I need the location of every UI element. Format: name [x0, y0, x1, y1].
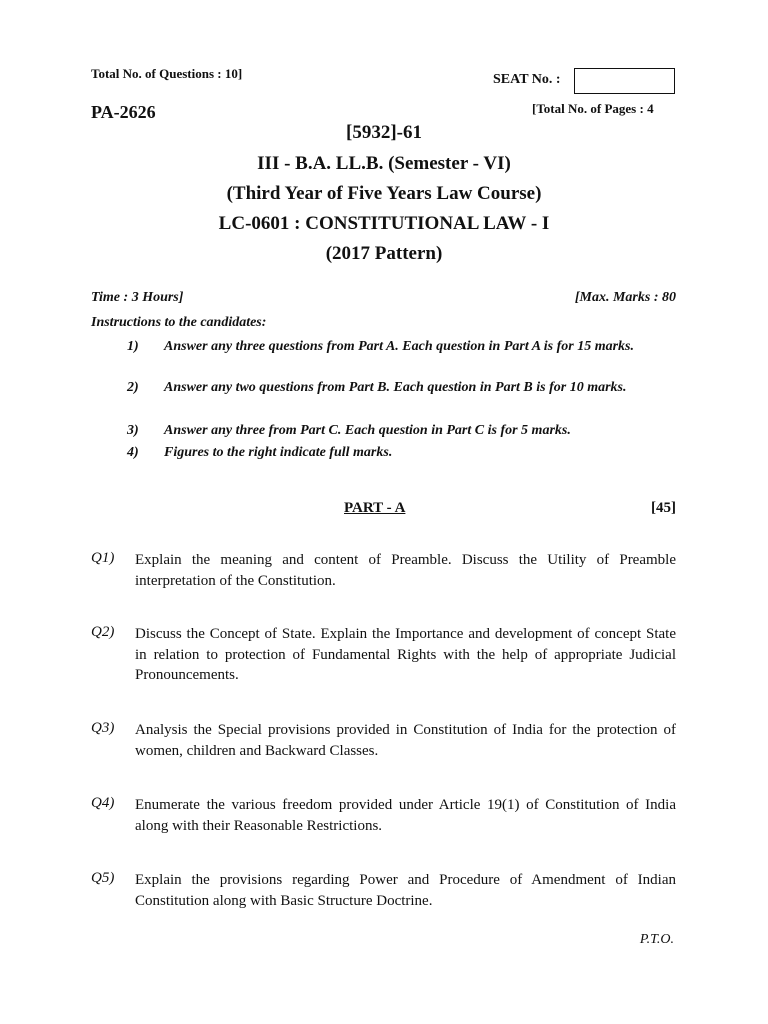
instruction-number: 1) [127, 339, 139, 354]
course-title: III - B.A. LL.B. (Semester - VI) [257, 153, 511, 174]
total-pages: [Total No. of Pages : 4 [532, 101, 654, 116]
instruction-number: 4) [127, 445, 139, 460]
instruction-number: 3) [127, 423, 139, 438]
question-text: Analysis the Special provisions provided in Constitution of India for the protection of women, children and Backward Classes. [135, 722, 676, 759]
max-marks: [Max. Marks : 80 [574, 290, 676, 305]
instruction-text: Answer any three from Part C. Each question in Part C is for 5 marks. [164, 423, 571, 438]
instruction-text: Figures to the right indicate full marks. [164, 445, 393, 460]
question-label: Q1) [91, 550, 115, 566]
instruction-text: Answer any three questions from Part A. Each question in Part A is for 15 marks. [164, 339, 634, 354]
time-allowed: Time : 3 Hours] [91, 290, 184, 305]
course-note: (Third Year of Five Years Law Course) [226, 183, 542, 204]
paper-code: PA-2626 [91, 102, 156, 122]
question-label: Q2) [91, 624, 115, 640]
instruction-text: Answer any two questions from Part B. Each question in Part B is for 10 marks. [164, 380, 627, 395]
question-label: Q3) [91, 720, 115, 736]
seat-number-box[interactable] [574, 68, 675, 94]
question-text: Enumerate the various freedom provided under Article 19(1) of Constitution of India along with their Reasonable Restrictions. [135, 797, 676, 834]
question-text: Discuss the Concept of State. Explain the Importance and development of concept State in relation to protection of Fundamental Rights with the help of appropriate Judicial Pronouncements. [135, 626, 676, 683]
question-text: Explain the meaning and content of Preamble. Discuss the Utility of Preamble interpretation of the Constitution. [135, 552, 676, 589]
pattern-title: (2017 Pattern) [325, 243, 443, 264]
instruction-number: 2) [127, 380, 139, 395]
part-a-marks: [45] [651, 500, 676, 516]
total-questions: Total No. of Questions : 10] [91, 66, 243, 81]
part-a-heading: PART - A [344, 500, 406, 516]
subject-title: LC-0601 : CONSTITUTIONAL LAW - I [218, 213, 550, 234]
exam-code: [5932]-61 [346, 122, 422, 143]
instructions-title: Instructions to the candidates: [91, 315, 267, 330]
question-text: Explain the provisions regarding Power and Procedure of Amendment of Indian Constitution along with Basic Structure Doctrine. [135, 872, 676, 909]
question-label: Q4) [91, 795, 115, 811]
question-label: Q5) [91, 870, 115, 886]
page-turn-over: P.T.O. [639, 932, 674, 947]
seat-number-label: SEAT No. : [493, 72, 561, 87]
